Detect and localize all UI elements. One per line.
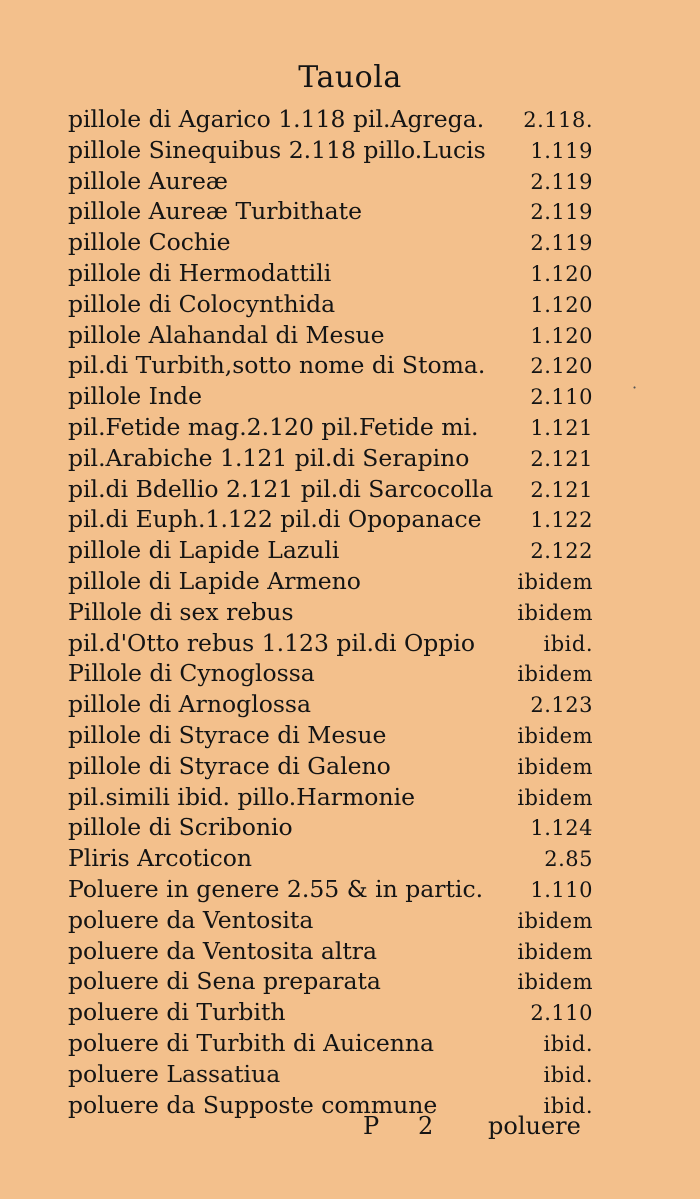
index-entry: [68, 812, 593, 843]
index-entry: [68, 566, 593, 597]
entry-reference: 2.85: [544, 847, 593, 872]
entry-reference: ibidem: [517, 970, 593, 995]
entry-reference: 2.120: [530, 354, 593, 379]
entry-reference: 2.119: [530, 231, 593, 256]
entry-reference: 2.122: [530, 539, 593, 564]
entry-reference: 2.123: [530, 693, 593, 718]
entry-reference: ibid.: [543, 1093, 593, 1118]
index-entry: [68, 443, 593, 474]
entry-reference: ibidem: [517, 569, 593, 594]
entry-text: pillole di Styrace di Mesue: [68, 720, 387, 749]
entry-reference: 2.121: [530, 477, 593, 502]
entry-text: pillole di Arnoglossa: [68, 690, 311, 719]
entry-text: pil.d'Otto rebus 1.123 pil.di Oppio: [68, 628, 476, 657]
entry-reference: ibidem: [517, 723, 593, 748]
index-entry: [68, 258, 593, 289]
entry-text: pil.Fetide mag.2.120 pil.Fetide mi.: [68, 412, 479, 441]
entry-text: pillole di Styrace di Galeno: [68, 751, 391, 780]
entry-text: poluere di Turbith: [68, 998, 286, 1027]
index-entry: [68, 782, 593, 813]
index-entry: [68, 381, 593, 412]
entry-text: poluere da Supposte commune: [68, 1090, 438, 1119]
index-entry: [68, 196, 593, 227]
entry-text: pillole di Colocynthida: [68, 289, 336, 318]
entry-reference: 2.119: [530, 200, 593, 225]
entry-text: Pillole di Cynoglossa: [68, 659, 315, 688]
index-entry: [68, 350, 593, 381]
entry-reference: 2.121: [530, 446, 593, 471]
index-entry: [68, 504, 593, 535]
entry-text: poluere da Ventosita altra: [68, 936, 378, 965]
index-entry: [68, 966, 593, 997]
entry-text: poluere Lassatiua: [68, 1059, 281, 1088]
index-entry: [68, 628, 593, 659]
entry-reference: ibidem: [517, 908, 593, 933]
index-entry: [68, 720, 593, 751]
entry-text: pillole di Hermodattili: [68, 258, 332, 287]
entry-text: pillole Aureæ: [68, 166, 228, 195]
index-entry: [68, 751, 593, 782]
entry-text: pillole di Lapide Armeno: [68, 566, 361, 595]
entry-text: pil.di Turbith,sotto nome di Stoma.: [68, 351, 486, 380]
index-entry: [68, 936, 593, 967]
index-entry: [68, 689, 593, 720]
index-entry: [68, 289, 593, 320]
ink-speck: ·: [632, 378, 638, 397]
index-entry: [68, 1028, 593, 1059]
index-list: [68, 104, 593, 1120]
entry-text: pillole Alahandal di Mesue: [68, 320, 385, 349]
entry-reference: ibidem: [517, 785, 593, 810]
entry-reference: 1.119: [530, 138, 593, 163]
entry-reference: ibid.: [543, 631, 593, 656]
signature-mark: P: [363, 1112, 380, 1140]
index-entry: [68, 874, 593, 905]
entry-text: Pliris Arcoticon: [68, 844, 253, 873]
index-entry: [68, 104, 593, 135]
entry-text: pil.simili ibid. pillo.Harmonie: [68, 782, 416, 811]
index-entry: [68, 843, 593, 874]
index-entry: [68, 412, 593, 443]
entry-reference: 1.122: [530, 508, 593, 533]
entry-reference: 1.110: [530, 877, 593, 902]
entry-reference: 2.118.: [523, 108, 593, 132]
index-entry: [68, 658, 593, 689]
entry-reference: 1.120: [530, 292, 593, 317]
entry-reference: ibidem: [517, 662, 593, 687]
index-entry: [68, 597, 593, 628]
entry-text: pillole Aureæ Turbithate: [68, 197, 362, 226]
index-entry: [68, 905, 593, 936]
entry-text: pillole Cochie: [68, 228, 231, 257]
page-title: Tauola: [298, 60, 402, 95]
catchword: poluere: [488, 1112, 581, 1140]
entry-reference: 2.110: [530, 1001, 593, 1026]
entry-text: pil.di Euph.1.122 pil.di Opopanace: [68, 505, 482, 534]
entry-reference: 1.120: [530, 323, 593, 348]
entry-reference: 1.124: [530, 816, 593, 841]
entry-text: pillole di Scribonio: [68, 813, 293, 842]
entry-reference: 1.120: [530, 261, 593, 286]
entry-text: pillole Sinequibus 2.118 pillo.Lucis: [68, 135, 486, 164]
index-entry: [68, 320, 593, 351]
entry-reference: 1.121: [530, 415, 593, 440]
entry-text: pillole Inde: [68, 382, 203, 411]
index-entry: [68, 474, 593, 505]
entry-reference: 2.110: [530, 385, 593, 410]
index-entry: [68, 1059, 593, 1090]
entry-text: Pillole di sex rebus: [68, 597, 294, 626]
entry-text: poluere di Sena preparata: [68, 967, 381, 996]
entry-reference: ibid.: [543, 1031, 593, 1056]
signature-number: 2: [418, 1112, 434, 1140]
entry-text: pillole di Lapide Lazuli: [68, 536, 340, 565]
index-entry: [68, 166, 593, 197]
entry-text: pil.Arabiche 1.121 pil.di Serapino: [68, 443, 470, 472]
entry-text: pil.di Bdellio 2.121 pil.di Sarcocolla: [68, 474, 494, 503]
entry-reference: ibidem: [517, 754, 593, 779]
entry-text: poluere da Ventosita: [68, 905, 314, 934]
entry-text: Poluere in genere 2.55 & in partic.: [68, 874, 484, 903]
entry-reference: 2.119: [530, 169, 593, 194]
index-entry: [68, 227, 593, 258]
index-entry: [68, 135, 593, 166]
entry-text: poluere di Turbith di Auicenna: [68, 1028, 435, 1057]
index-entry: [68, 535, 593, 566]
entry-reference: ibidem: [517, 600, 593, 625]
entry-text: pillole di Agarico 1.118 pil.Agrega.: [68, 105, 485, 133]
entry-reference: ibid.: [543, 1062, 593, 1087]
entry-reference: ibidem: [517, 939, 593, 964]
index-entry: [68, 997, 593, 1028]
